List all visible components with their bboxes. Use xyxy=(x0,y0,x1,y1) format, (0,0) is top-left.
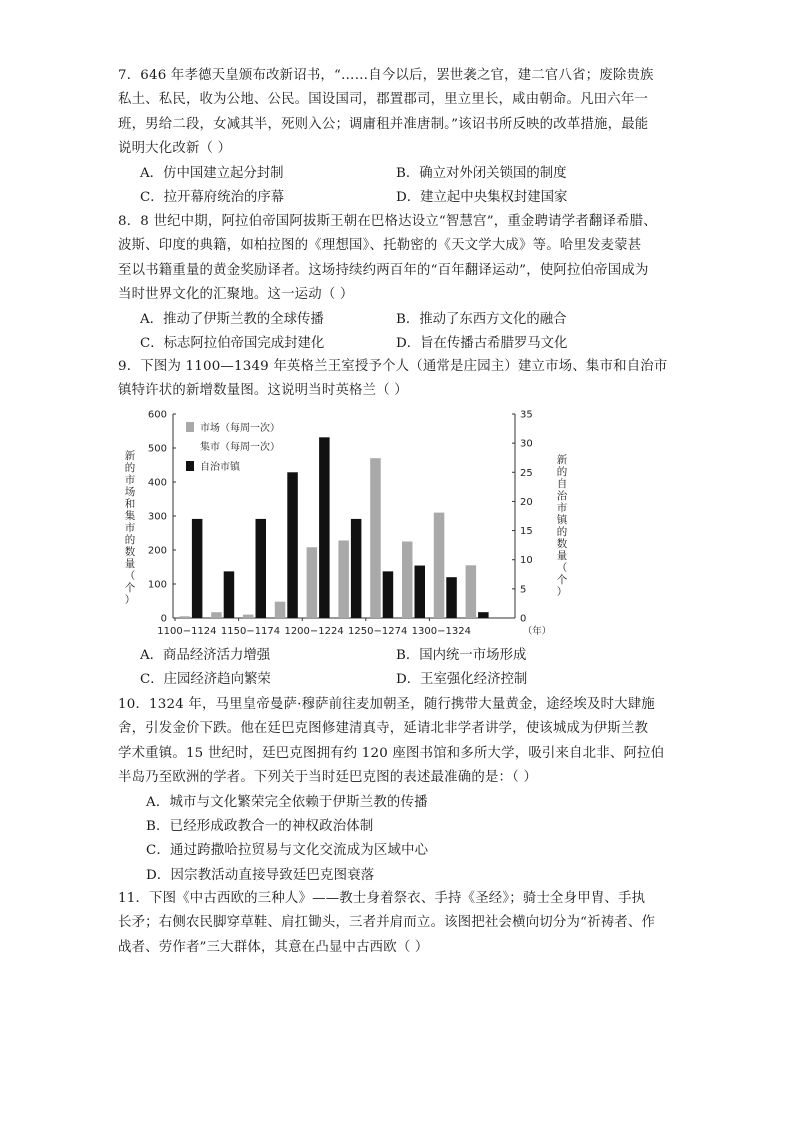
question-text-line: 镇特许状的新增数量图。这说明当时英格兰（ ） xyxy=(118,383,408,399)
right-tick-label: 25 xyxy=(520,467,533,479)
bar-market-fair xyxy=(434,513,445,618)
axis-label-char: 新 xyxy=(556,454,568,466)
bar-borough xyxy=(287,472,298,618)
axis-label-char: 和 xyxy=(124,498,136,510)
x-tick-label: 1200−1224 xyxy=(284,626,344,637)
question-9 xyxy=(118,355,678,404)
legend-swatch-borough xyxy=(186,461,194,471)
option-row xyxy=(118,308,678,332)
legend-label-market: 市场（每周一次） xyxy=(200,423,280,434)
option-b: B．推动了东西方文化的融合 xyxy=(396,311,567,327)
option-d: D．王室强化经济控制 xyxy=(396,672,528,688)
question-text-line: 7．646 年孝德天皇颁布改新诏书，“……自今以后，罢世袭之官，建二官八省；废除贵族 xyxy=(118,68,654,83)
axis-label-char: 量 xyxy=(124,558,136,570)
bar-borough xyxy=(319,437,330,618)
x-tick-label: 1150−1174 xyxy=(220,626,281,637)
axis-label-char: 治 xyxy=(556,490,568,502)
question-text-line: 11．下图《中古西欧的三种人》——教士身着祭衣、手持《圣经》；骑士全身甲胄、手执 xyxy=(118,891,646,906)
question-text-line: 学术重镇。15 世纪时，廷巴克图拥有约 120 座图书馆和多所大学，吸引来自北非、阿拉伯 xyxy=(118,745,665,761)
legend-label-fair: 集市（每周一次） xyxy=(200,442,280,453)
question-11 xyxy=(118,887,678,960)
right-tick-label: 15 xyxy=(520,526,533,538)
option-row xyxy=(118,186,678,210)
option-a: A．推动了伊斯兰教的全球传播 xyxy=(140,311,324,327)
question-7 xyxy=(118,64,678,210)
option-a: A．商品经济活力增强 xyxy=(140,648,271,663)
bar-borough xyxy=(383,571,394,618)
legend-swatch-market xyxy=(186,422,194,432)
axis-label-char: 个 xyxy=(556,574,568,586)
bar-market-fair xyxy=(275,602,286,618)
chart-svg xyxy=(118,402,552,640)
question-8 xyxy=(118,210,678,356)
bar-borough xyxy=(478,612,489,618)
x-tick-label: 1300−1324 xyxy=(411,626,471,637)
axis-label-char: 的 xyxy=(124,534,136,546)
right-axis-label xyxy=(555,454,569,598)
bar-market-fair xyxy=(370,458,381,618)
question-9-options xyxy=(118,644,678,693)
right-tick-label: 35 xyxy=(520,409,533,421)
axis-label-char: （ xyxy=(556,562,568,574)
axis-label-char: 的 xyxy=(124,462,136,474)
question-text-line: 至以书籍重量的黄金奖励译者。这场持续约两百年的“百年翻译运动”，使阿拉伯帝国成为 xyxy=(118,262,649,278)
option-row xyxy=(118,162,678,186)
bar-market-fair xyxy=(179,616,190,618)
question-text-line: 波斯、印度的典籍，如柏拉图的《理想国》、托勒密的《天文学大成》等。哈里发麦蒙甚 xyxy=(118,238,642,254)
question-10 xyxy=(118,693,678,888)
bar-market-fair xyxy=(211,612,222,618)
axis-label-char: ） xyxy=(124,594,136,606)
question-text-line: 说明大化改新（ ） xyxy=(118,141,232,157)
axis-label-char: 集 xyxy=(124,510,136,522)
bar-market-fair xyxy=(307,547,318,618)
axis-label-char: 场 xyxy=(124,486,136,498)
axis-label-char: 市 xyxy=(124,474,136,486)
option-b: B．国内统一市场形成 xyxy=(396,648,527,663)
question-text-line: 半岛乃至欧洲的学者。下列关于当时廷巴克图的表述最准确的是：（ ） xyxy=(118,770,538,786)
axis-label-char: 数 xyxy=(556,538,568,550)
option-row xyxy=(118,668,678,692)
chart-legend xyxy=(186,421,280,473)
axis-label-char: 市 xyxy=(124,522,136,534)
axis-label-char: 量 xyxy=(556,550,568,562)
question-text-line: 9．下图为 1100—1349 年英格兰王室授予个人（通常是庄园主）建立市场、集市和自治市 xyxy=(118,359,668,374)
axis-label-char: （ xyxy=(124,570,136,582)
question-text-line: 10．1324 年，马里皇帝曼萨·穆萨前往麦加朝圣，随行携带大量黄金，途经埃及时大肆施 xyxy=(118,697,655,712)
left-axis-label xyxy=(123,450,137,606)
right-tick-label: 30 xyxy=(520,438,533,450)
right-tick-label: 5 xyxy=(520,584,527,596)
axis-label-char: 的 xyxy=(556,526,568,538)
question-text-line: 战者、劳作者”三大群体，其意在凸显中古西欧（ ） xyxy=(118,939,429,955)
bar-market-fair xyxy=(466,565,477,618)
axis-label-char: 新 xyxy=(124,450,136,462)
left-tick-label: 500 xyxy=(147,443,167,455)
option-b: B．已经形成政教合一的神权政治体制 xyxy=(146,818,374,834)
axis-label-char: 自 xyxy=(556,478,568,490)
question-text-line: 班，男给二段，女减其半，死则入公；调庸租并准唐制。”该诏书所反映的改革措施，最能 xyxy=(118,116,649,132)
legend-label-borough: 自治市镇 xyxy=(200,462,240,473)
question-text-line: 私土、私民，收为公地、公民。国设国司，郡置郡司，里立里长，咸由朝命。凡田六年一 xyxy=(118,92,649,108)
bar-borough xyxy=(415,566,426,618)
axis-label-char: ） xyxy=(556,586,568,598)
left-tick-label: 100 xyxy=(147,579,167,591)
option-d: D．旨在传播古希腊罗马文化 xyxy=(396,335,568,351)
left-tick-label: 0 xyxy=(160,613,167,625)
option-b: B．确立对外闭关锁国的制度 xyxy=(396,165,567,181)
charter-bar-chart xyxy=(118,402,568,640)
option-c: C．标志阿拉伯帝国完成封建化 xyxy=(140,335,325,351)
left-tick-label: 300 xyxy=(147,511,167,523)
bar-borough xyxy=(192,519,203,618)
bar-borough xyxy=(446,577,457,618)
axis-label-char: 市 xyxy=(556,502,568,514)
option-c: C．通过跨撒哈拉贸易与文化交流成为区域中心 xyxy=(146,843,429,859)
left-tick-label: 600 xyxy=(147,409,167,421)
bar-borough xyxy=(351,519,362,618)
right-tick-label: 20 xyxy=(520,496,533,508)
axis-label-char: 的 xyxy=(556,466,568,478)
x-tick-label: 1250−1274 xyxy=(348,626,408,637)
x-tick-label: 1100−1124 xyxy=(157,626,217,637)
option-a: A．仿中国建立起分封制 xyxy=(140,165,284,181)
bar-market-fair xyxy=(402,542,413,619)
option-d: D．因宗教活动直接导致廷巴克图衰落 xyxy=(146,867,375,883)
option-c: C．拉开幕府统治的序幕 xyxy=(140,189,285,205)
bar-market-fair xyxy=(338,540,349,618)
axis-label-char: 个 xyxy=(124,582,136,594)
option-d: D．建立起中央集权封建国家 xyxy=(396,189,568,205)
option-a: A．城市与文化繁荣完全依赖于伊斯兰教的传播 xyxy=(146,794,428,810)
left-tick-label: 200 xyxy=(147,545,167,557)
bar-borough xyxy=(224,571,235,618)
axis-label-char: 镇 xyxy=(556,514,568,526)
option-row xyxy=(118,644,678,668)
left-tick-label: 400 xyxy=(147,477,167,489)
axis-label-char: 数 xyxy=(124,546,136,558)
question-text-line: 舍，引发金价下跌。他在廷巴克图修建清真寺，延请北非学者讲学，使该城成为伊斯兰教 xyxy=(118,721,649,737)
option-row xyxy=(118,332,678,356)
bar-market-fair xyxy=(243,615,254,618)
right-tick-label: 10 xyxy=(520,555,533,567)
x-unit-label: （年） xyxy=(522,626,552,637)
question-text-line: 当时世界文化的汇聚地。这一运动（ ） xyxy=(118,287,354,303)
question-text-line: 8．8 世纪中期，阿拉伯帝国阿拔斯王朝在巴格达设立“智慧宫”，重金聘请学者翻译希腊、 xyxy=(118,214,657,229)
right-tick-label: 0 xyxy=(520,613,527,625)
question-text-line: 长矛；右侧农民脚穿草鞋、肩扛锄头，三者并肩而立。该图把社会横向切分为“祈祷者、作 xyxy=(118,915,656,931)
option-c: C．庄园经济趋向繁荣 xyxy=(140,672,271,688)
bar-borough xyxy=(256,519,267,618)
